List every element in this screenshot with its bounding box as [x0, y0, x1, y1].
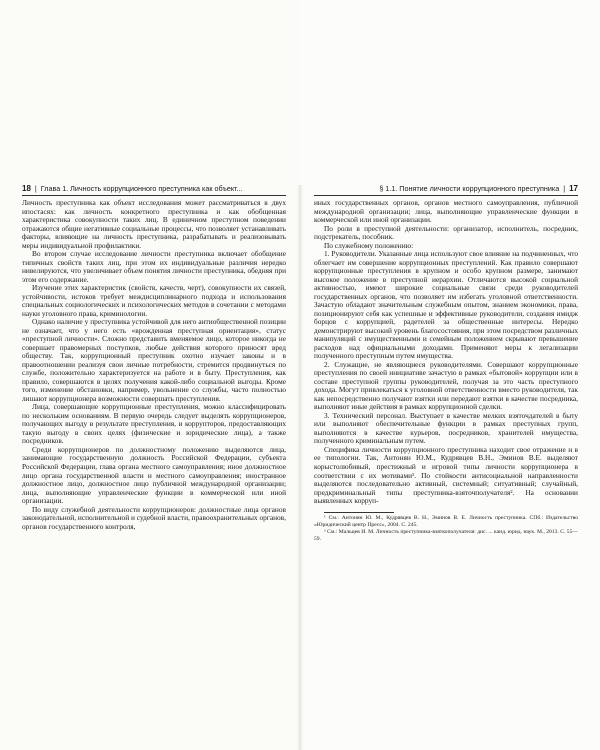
- paragraph: Лица, совершающие коррупционные преступления, можно классифицировать по нескольким основаниям. В первую очередь следует выделять коррупционеров, получающих выгоду в результате преступления, и коррупторов, предоставляющих такую выгоду в своих целях (физические и юридические лица), а также посредников.: [22, 402, 286, 446]
- paragraph: 2. Служащие, не являющиеся руководителями. Совершают коррупционные преступления по своей инициативе зачастую в рамках «бытовой» коррупции или в составе преступной группы руководителей, получая за это часть преступного дохода. Могут привлекаться к уголовной ответственности вместо руководителя, так как непосредственно получают взятки или передают взятки в качестве посредника, выполняют иные действия в рамках коррупционной сделки.: [314, 359, 578, 412]
- footnotes: [314, 512, 578, 543]
- paragraph: Среди коррупционеров по должностному положению выделяются лица, занимающие государственную должность Российской Федерации, субъекта Российской Федерации, глава органа местного самоуправления; иное должностное лицо органа государственной власти и местного самоуправления; иностранное должностное лицо, должностное лицо публичной международной организации; лица, выполняющие управленческие функции в коммерческой или иной организации.: [22, 444, 286, 506]
- paragraph: Во втором случае исследование личности преступника включает обобщение типичных свойств таких лиц, при этом их индивидуальные различия нередко нивелируются, что увеличивает объем понятия личности преступника, обедняя при этом его содержание.: [22, 249, 286, 284]
- paragraph: Специфика личности коррупционного преступника находит свое отражение и в ее типологии. Так, Антонян Ю.М., Кудрявцев В.Н., Эминов В.Е. выделяют корыстолюбивый, престижный и игровой типы личности коррупционера в соответствии с их мотивами¹. По стойкости антисоциальной направленности выделяются последовательно активный, системный; ситуативный; случайный, предкриминальный типы преступника-взяточполучателя². На основании выявленных корруп-: [314, 444, 578, 506]
- paragraph: иных государственных органов, органов местного самоуправления, публичной международной организации; лица, выполняющие управленческие функции в коммерческой или иной организации.: [314, 198, 578, 225]
- right-page: [300, 0, 600, 750]
- paragraph: По роли в преступной деятельности: организатор, исполнитель, посредник, подстрекатель, пособник.: [314, 223, 578, 242]
- paragraph: По служебному положению:: [324, 240, 414, 250]
- paragraph: Изучение этих характеристик (свойств, качеств, черт), совокупности их связей, устойчивости, истоков требует междисциплинарного подхода и использования специальных социологических и психологических методов в сочетании с методами науки уголовного права, криминологии.: [22, 283, 286, 318]
- paragraph: 1. Руководители. Указанные лица используют свое влияние на подчиненных, что облегчает им совершение коррупционных преступлений. Как правило совершают коррупционные преступления в крупном и особо крупном размере, занимают высокое положение в преступной иерархии. Отличаются высокой социальной активностью, имеют широкие социальные связи среди руководителей государственных органов, что позволяет им избегать уголовной ответственности. Зачастую обладают значительным служебным опытом, знанием экономики, права, позиционируют себя как успешные и эффективные руководители, создания имидж борцов с коррупцией, радетелей за общественные интересы. Нередко демонстрируют высокий уровень благосостояния, при этом посредством различных манипуляций с имущественными и семейным положением скрывают превышение расходов над официальными доходами. Применяют меры к легализации полученного преступным путем имущества.: [314, 249, 578, 361]
- right-page-header: § 1.1. Понятие личности коррупционного преступника | 17: [314, 183, 578, 196]
- paragraph: Однако наличие у преступника устойчивой для него антиобщественной позиции не означает, что у него есть «врожденная преступная ориентация», статус «преступной личности». Сложно представить вменяемое лицо, которое никогда не совершает правомерных поступков, любые действия которого приносят вред обществу. Так, коррупционный преступник охотно изучает законы и в правоотношении реализуя свои личные потребности, стремится продвинуться по службе, положительно характеризуется на работе и в быту. Преступления, как правило, совершаются в целях получения какой-либо социальной выгоды. Кроме того, изменение обстановки, например, увольнение со службы, часто полностью лишают коррупционера возможности совершать преступления.: [22, 317, 286, 403]
- left-running-title: Глава 1. Личность коррупционного преступника как объект...: [40, 184, 243, 193]
- right-running-title: § 1.1. Понятие личности коррупционного преступника: [379, 184, 560, 193]
- left-page-number: 18: [22, 184, 31, 193]
- right-page-number: 17: [569, 184, 578, 193]
- footnote: ¹ См.: Антонян Ю. М., Кудрявцев В. Н., Эминов В. Е. Личность преступника. СПб.: Издательство «Юридический центр Пресс», 2004. С. 245.: [314, 514, 578, 528]
- left-page-header: 18 | Глава 1. Личность коррупционного преступника как объект...: [22, 183, 286, 196]
- paragraph: По виду служебной деятельности коррупционеров: должностные лица органов законодательной, исполнительной и судебной власти, правоохранительных органов, органов государственного контроля,: [22, 504, 286, 531]
- paragraph: Личность преступника как объект исследования может рассматриваться в двух ипостасях: как личность конкретного преступника и как обобщенная характеристика совокупности таких лиц. В единичном преступном поведении отражаются общие негативные социальные процессы, что позволяет устанавливать факторы, влияющие на личность преступника, разрабатывать и реализовывать меры индивидуальной профилактики.: [22, 198, 286, 250]
- right-page-body: [314, 199, 578, 543]
- left-page-body: [22, 199, 286, 531]
- book-gutter: [297, 185, 303, 750]
- paragraph: 3. Технический персонал. Выступает в качестве мелких взяточдателей в быту или выполняют обеспечительные функции в рамках преступных групп, выполняются в качестве курьеров, посредников, хранителей имущества, полученного криминальным путем.: [314, 410, 578, 446]
- footnote: ² См.: Мальцев И. М. Личность преступника-взяткополучателя: дис. ... канд. юрид. наук. М., 2013. С. 55—59.: [314, 528, 578, 542]
